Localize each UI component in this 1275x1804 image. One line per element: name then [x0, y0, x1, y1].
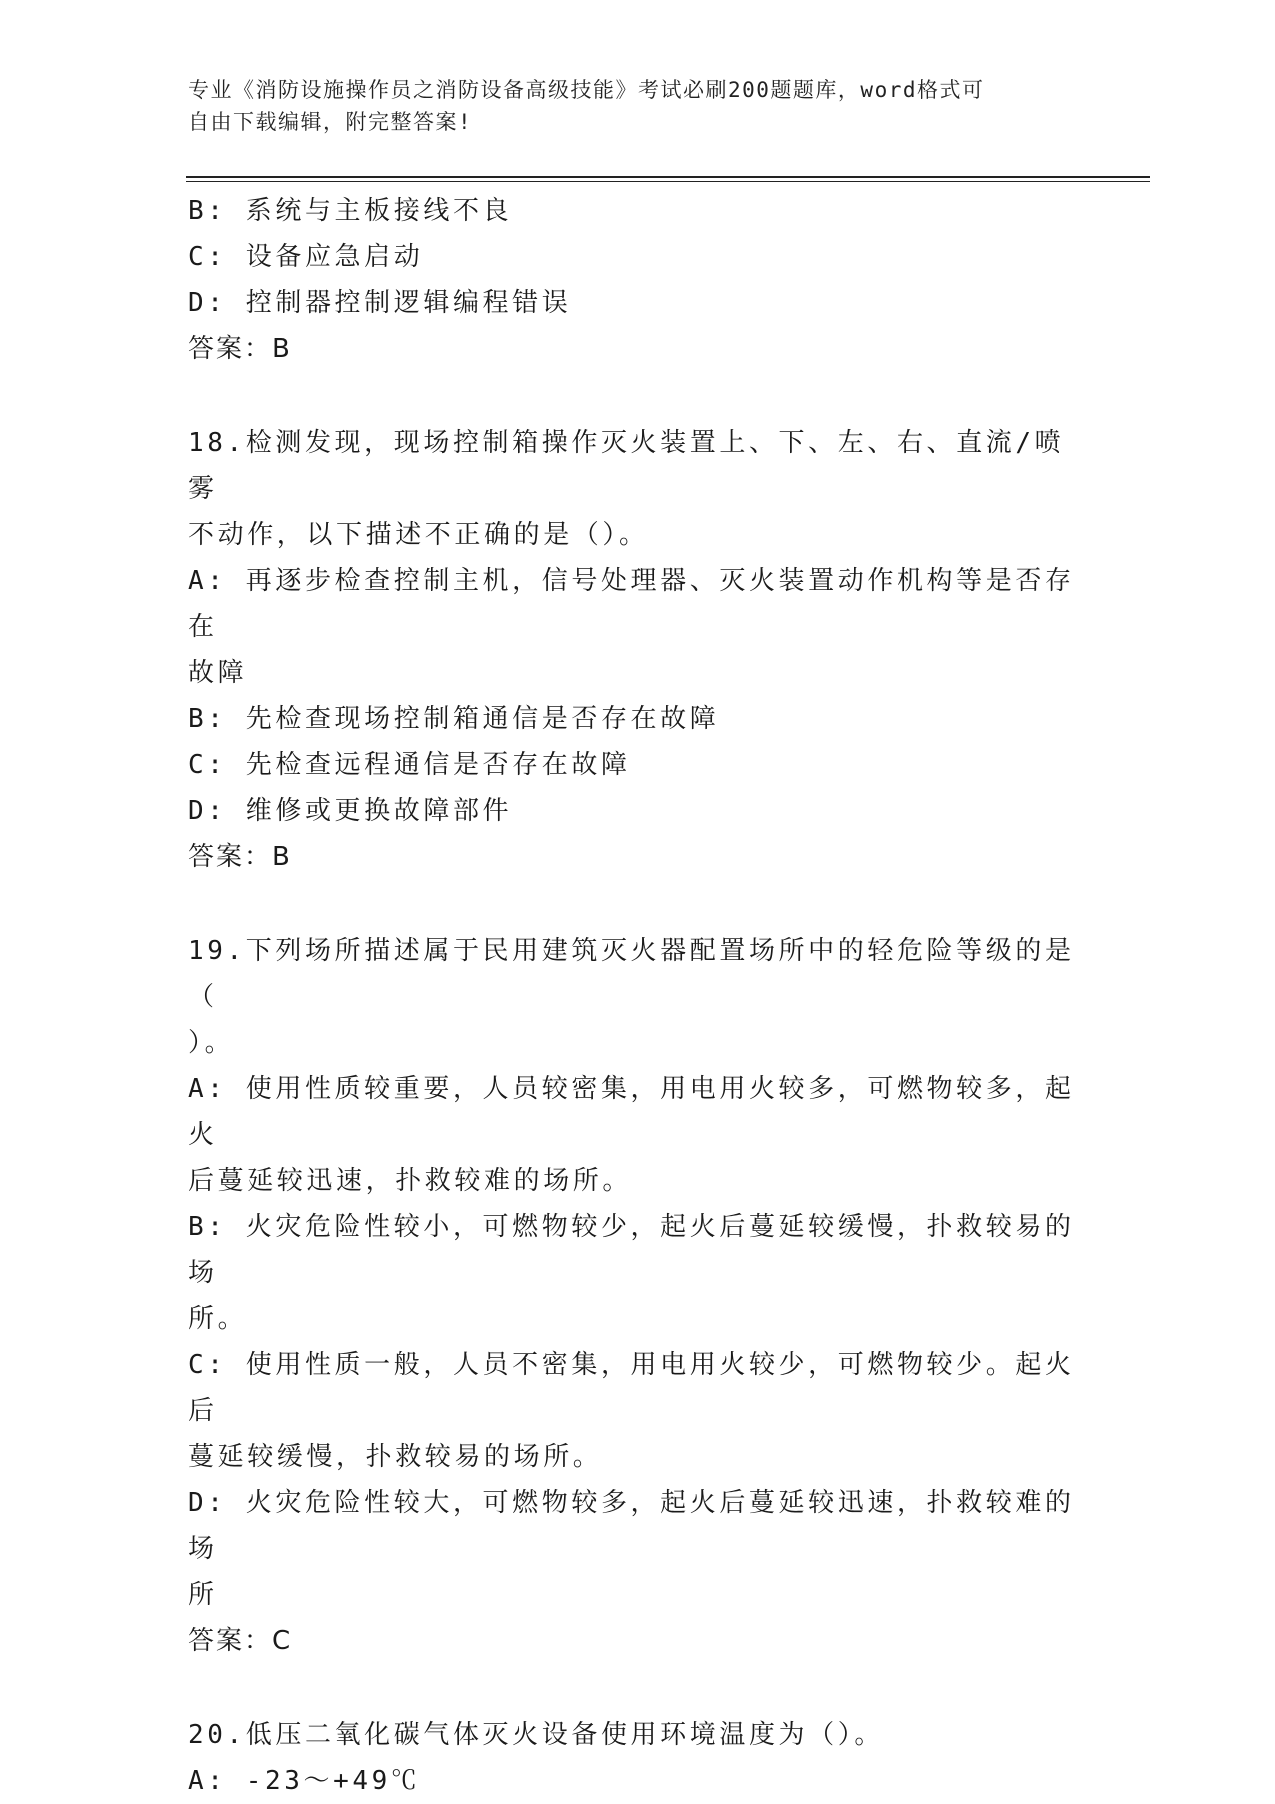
- question-spacer: [188, 372, 1078, 420]
- option-a-line-2: 后蔓延较迅速，扑救较难的场所。: [188, 1166, 633, 1196]
- question-stem-line-2: ）。: [188, 1028, 235, 1058]
- option-b: B: 系统与主板接线不良: [188, 196, 513, 226]
- option-d-line-1: D: 火灾危险性较大，可燃物较多，起火后蔓延较迅速，扑救较难的场: [188, 1488, 1075, 1564]
- question-stem-line-1: 19.下列场所描述属于民用建筑灭火器配置场所中的轻危险等级的是（: [188, 936, 1075, 1012]
- document-header: [188, 74, 1068, 138]
- option-b-line-2: 所。: [188, 1304, 248, 1334]
- option-d: D: 维修或更换故障部件: [188, 796, 513, 826]
- answer-line: 答案：C: [188, 1626, 293, 1656]
- header-divider-thin: [186, 181, 1150, 182]
- question-18: [188, 420, 1078, 880]
- question-stem-line-2: 不动作，以下描述不正确的是（）。: [188, 520, 649, 550]
- question-spacer: [188, 880, 1078, 928]
- header-title-line-1: 专业《消防设施操作员之消防设备高级技能》考试必刷200题题库，word格式可: [188, 78, 985, 102]
- option-a-line-2: 故障: [188, 658, 248, 688]
- question-17: [188, 188, 1078, 372]
- question-spacer: [188, 1664, 1078, 1712]
- option-a-line-1: A: 使用性质较重要，人员较密集，用电用火较多，可燃物较多，起火: [188, 1074, 1075, 1150]
- question-stem-line-1: 18.检测发现，现场控制箱操作灭火装置上、下、左、右、直流/喷雾: [188, 428, 1065, 504]
- option-a-line-1: A: 再逐步检查控制主机，信号处理器、灭火装置动作机构等是否存在: [188, 566, 1075, 642]
- option-d: D: 控制器控制逻辑编程错误: [188, 288, 572, 318]
- question-list: [188, 188, 1078, 1804]
- header-divider-thick: [186, 176, 1150, 178]
- option-c: C: 设备应急启动: [188, 242, 424, 272]
- question-20: [188, 1712, 1078, 1804]
- option-b-line-1: B: 火灾危险性较小，可燃物较少，起火后蔓延较缓慢，扑救较易的场: [188, 1212, 1075, 1288]
- header-title-line-2: 自由下载编辑，附完整答案!: [188, 110, 473, 134]
- option-d-line-2: 所: [188, 1580, 218, 1610]
- option-b: B: 先检查现场控制箱通信是否存在故障: [188, 704, 720, 734]
- option-c-line-1: C: 使用性质一般，人员不密集，用电用火较少，可燃物较少。起火后: [188, 1350, 1075, 1426]
- question-19: [188, 928, 1078, 1664]
- option-c-line-2: 蔓延较缓慢，扑救较易的场所。: [188, 1442, 603, 1472]
- option-a: A: -23～+49℃: [188, 1766, 421, 1796]
- answer-line: 答案：B: [188, 842, 292, 872]
- question-stem: 20.低压二氧化碳气体灭火设备使用环境温度为（）。: [188, 1720, 884, 1750]
- answer-line: 答案：B: [188, 334, 292, 364]
- option-c: C: 先检查远程通信是否存在故障: [188, 750, 631, 780]
